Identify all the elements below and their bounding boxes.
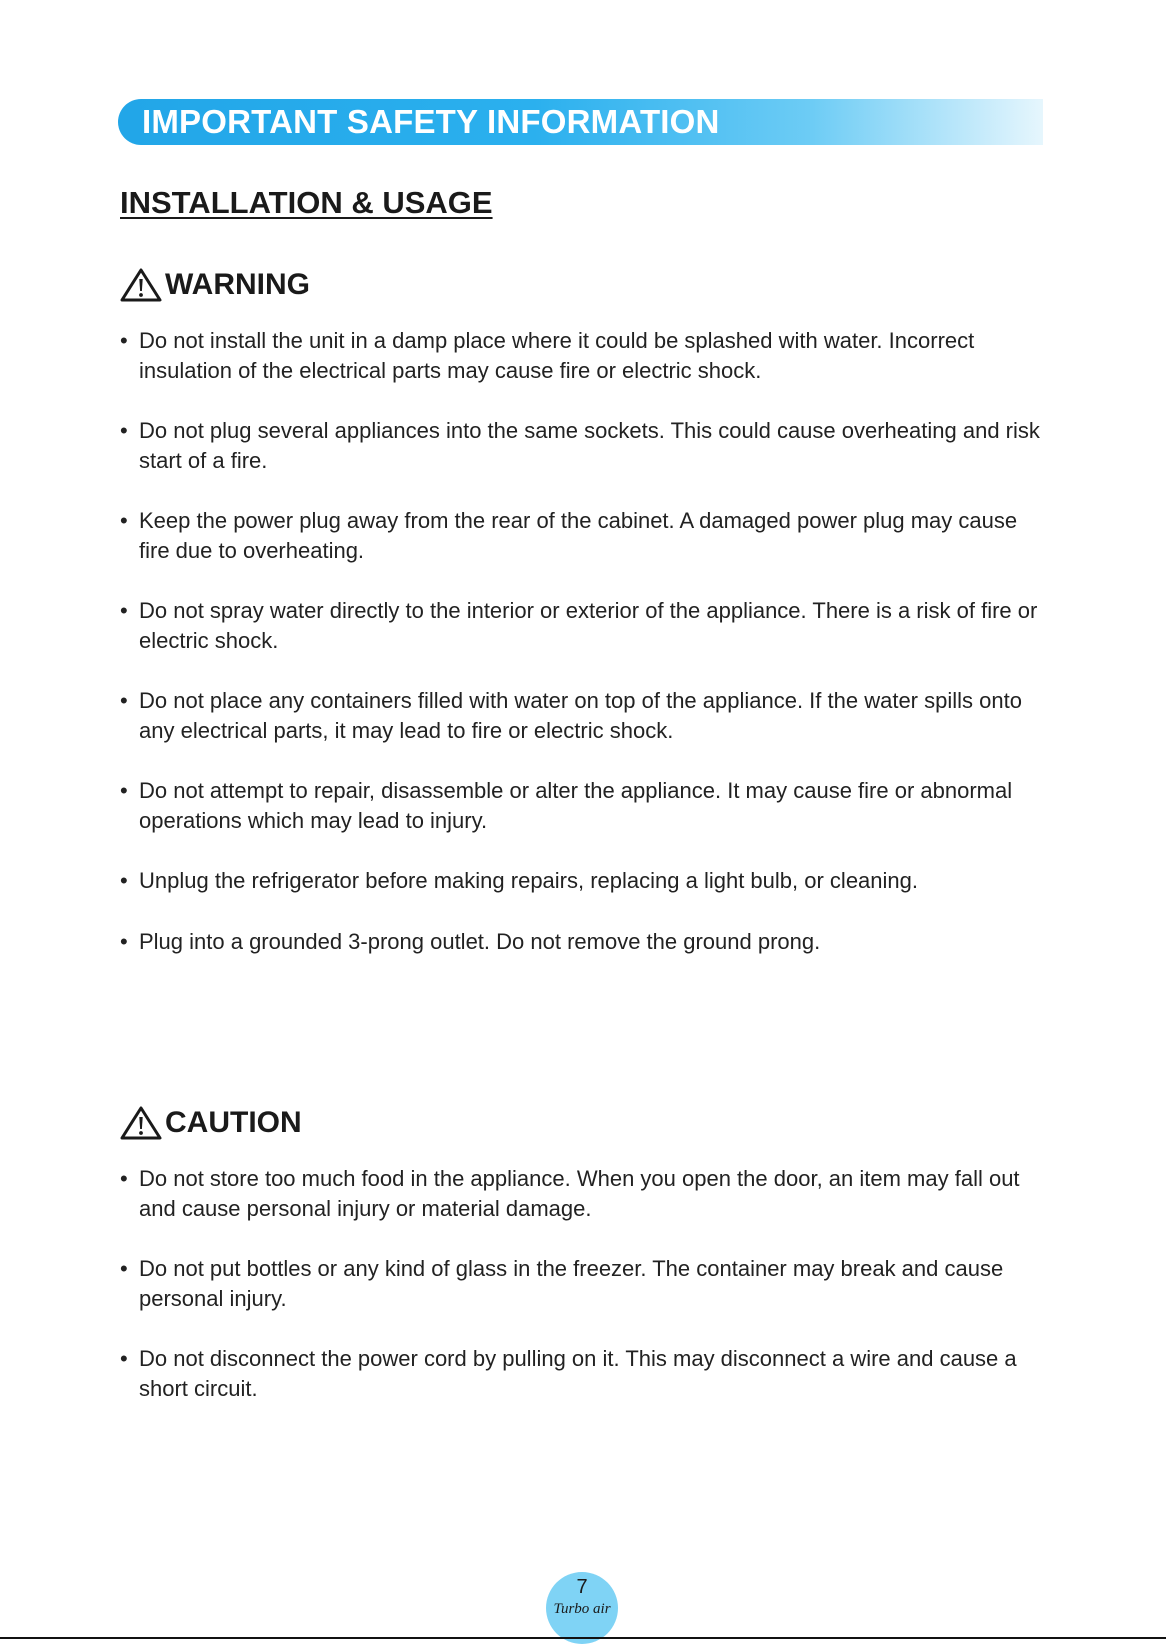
- bullet: •: [120, 418, 128, 443]
- caution-item: [120, 1164, 1050, 1223]
- caution-item-text: Do not disconnect the power cord by pulling on it. This may disconnect a wire and cause a short circuit.: [139, 1346, 1017, 1401]
- warning-item: [120, 506, 1050, 565]
- bullet: •: [120, 778, 128, 803]
- section-heading: INSTALLATION & USAGE: [120, 185, 493, 220]
- warning-item-text: Do not spray water directly to the interior or exterior of the appliance. There is a risk of fire or electric shock.: [139, 598, 1038, 653]
- warning-item-text: Unplug the refrigerator before making repairs, replacing a light bulb, or cleaning.: [139, 868, 918, 893]
- caution-item: [120, 1344, 1050, 1403]
- warning-item-text: Plug into a grounded 3-prong outlet. Do not remove the ground prong.: [139, 928, 821, 954]
- bullet: •: [120, 508, 128, 533]
- bullet: •: [120, 1166, 128, 1191]
- page-number: 7: [576, 1576, 588, 1598]
- page-number-badge: [546, 1572, 618, 1644]
- bullet: •: [120, 1346, 128, 1371]
- title-banner: [118, 99, 1043, 145]
- warning-item: [120, 416, 1050, 475]
- warning-item-text: Do not place any containers filled with water on top of the appliance. If the water spills onto any electrical parts, it may lead to fire or electric shock.: [139, 688, 1022, 743]
- bullet: •: [120, 928, 128, 954]
- bullet: •: [120, 328, 128, 353]
- bullet: •: [120, 868, 128, 893]
- caution-item: [120, 1254, 1050, 1313]
- caution-heading: [120, 1104, 302, 1142]
- warning-list: [120, 326, 1050, 987]
- bullet: •: [120, 598, 128, 623]
- warning-item: [120, 596, 1050, 655]
- caution-label: CAUTION: [165, 1106, 302, 1139]
- caution-list: [120, 1164, 1050, 1434]
- page-title: IMPORTANT SAFETY INFORMATION: [142, 103, 720, 140]
- warning-item-text: Do not plug several appliances into the same sockets. This could cause overheating and risk start of a fire.: [139, 418, 1040, 473]
- warning-item-text: Do not attempt to repair, disassemble or alter the appliance. It may cause fire or abnormal operations which may lead to injury.: [139, 778, 1013, 833]
- brand-logo-text: Turbo air: [553, 1601, 611, 1617]
- warning-heading: [120, 266, 310, 304]
- warning-item: [120, 776, 1050, 835]
- bullet: •: [120, 688, 128, 713]
- warning-item-text: Do not install the unit in a damp place where it could be splashed with water. Incorrect insulation of the electrical parts may cause fire or electric shock.: [139, 328, 975, 383]
- warning-item: [120, 326, 1050, 385]
- caution-item-text: Do not store too much food in the appliance. When you open the door, an item may fall out and cause personal injury or material damage.: [139, 1166, 1020, 1221]
- warning-item: [120, 927, 1050, 957]
- warning-triangle-icon: [120, 268, 162, 302]
- warning-item: [120, 686, 1050, 745]
- warning-label: WARNING: [165, 268, 310, 301]
- warning-item-text: Keep the power plug away from the rear of the cabinet. A damaged power plug may cause fire due to overheating.: [139, 508, 1018, 563]
- warning-triangle-icon: [120, 1106, 162, 1140]
- bullet: •: [120, 1256, 128, 1281]
- warning-item: [120, 866, 1050, 896]
- caution-item-text: Do not put bottles or any kind of glass in the freezer. The container may break and cause personal injury.: [139, 1256, 1004, 1311]
